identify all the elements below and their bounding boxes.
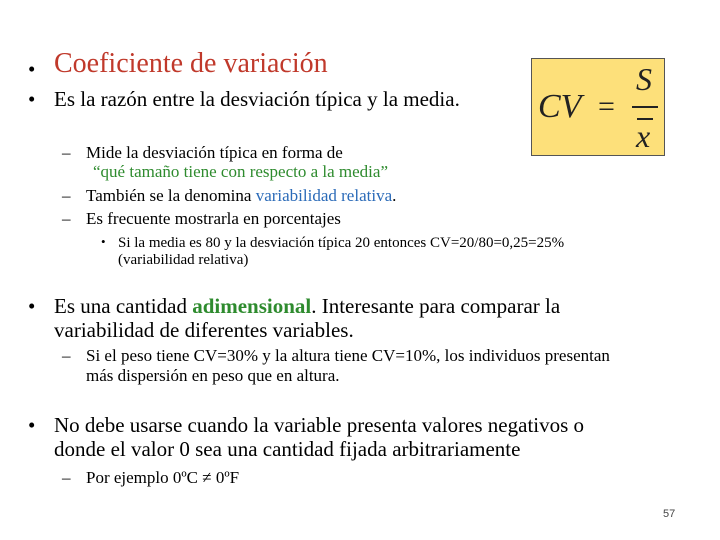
bullet-marker: • [28, 87, 36, 111]
sub-sub-item-1-line1: Si la media es 80 y la desviación típica 20 entonces CV=20/80=0,25=25% [118, 235, 565, 251]
bullet-3-cont [54, 437, 520, 462]
sub-item-2-suffix: . [392, 186, 397, 205]
bullet-3-line2: donde el valor 0 sea una cantidad fijada arbitrariamente [54, 437, 521, 461]
formula-box [531, 58, 665, 156]
bullet-main [28, 87, 460, 112]
sub-sub-item-1-cont [118, 251, 248, 269]
dash-marker: – [62, 346, 71, 365]
bullet-2-cont [54, 318, 354, 343]
sub-item-2-highlight: variabilidad relativa [255, 186, 393, 205]
sub-item-1-line1: Mide la desviación típica en forma de [86, 143, 343, 162]
bullet-3-line1: No debe usarse cuando la variable presenta valores negativos o [54, 413, 585, 437]
sub-item-1-line2: “qué tamaño tiene con respecto a la media” [93, 162, 388, 181]
bullet-2-prefix: Es una cantidad [54, 294, 193, 318]
small-bullet-marker: • [101, 234, 106, 249]
bullet-main-text: Es la razón entre la desviación típica y la media. [54, 87, 460, 111]
sub-item-4-cont [86, 366, 340, 386]
bullet-2 [28, 294, 561, 319]
dash-marker: – [62, 186, 71, 205]
formula-cv: CV [538, 88, 582, 125]
page-number: 57 [663, 508, 676, 520]
sub-item-4 [62, 346, 610, 366]
formula-numerator: S [636, 61, 652, 97]
sub-item-2 [62, 186, 397, 206]
bullet-marker: • [28, 57, 36, 81]
bullet-3 [28, 413, 585, 438]
sub-item-4-line1: Si el peso tiene CV=30% y la altura tiene CV=10%, los individuos presentan [86, 346, 610, 365]
dash-marker: – [62, 143, 71, 162]
sub-sub-item-1 [101, 234, 565, 252]
bullet-marker: • [28, 413, 36, 437]
sub-sub-item-1-line2: (variabilidad relativa) [118, 252, 249, 268]
sub-item-5 [62, 468, 240, 488]
sub-item-2-prefix: También se la denomina [86, 186, 256, 205]
sub-item-3 [62, 209, 341, 229]
formula-equals: = [598, 90, 615, 123]
sub-item-5-text: Por ejemplo 0ºC ≠ 0ºF [86, 468, 240, 487]
sub-item-1 [62, 143, 343, 163]
dash-marker: – [62, 209, 71, 228]
bullet-marker: • [28, 294, 36, 318]
slide-title [28, 48, 328, 81]
dash-marker: – [62, 468, 71, 487]
sub-item-3-text: Es frecuente mostrarla en porcentajes [86, 209, 341, 228]
cv-formula [532, 59, 666, 157]
formula-denominator: x [636, 118, 651, 154]
bullet-2-line2: variabilidad de diferentes variables. [54, 318, 354, 342]
sub-item-4-line2: más dispersión en peso que en altura. [86, 366, 340, 385]
bullet-2-highlight: adimensional [192, 294, 312, 318]
slide-title-text: Coeficiente de variación [54, 48, 328, 79]
sub-item-1-quote [93, 162, 388, 182]
bullet-2-suffix: . Interesante para comparar la [311, 294, 561, 318]
